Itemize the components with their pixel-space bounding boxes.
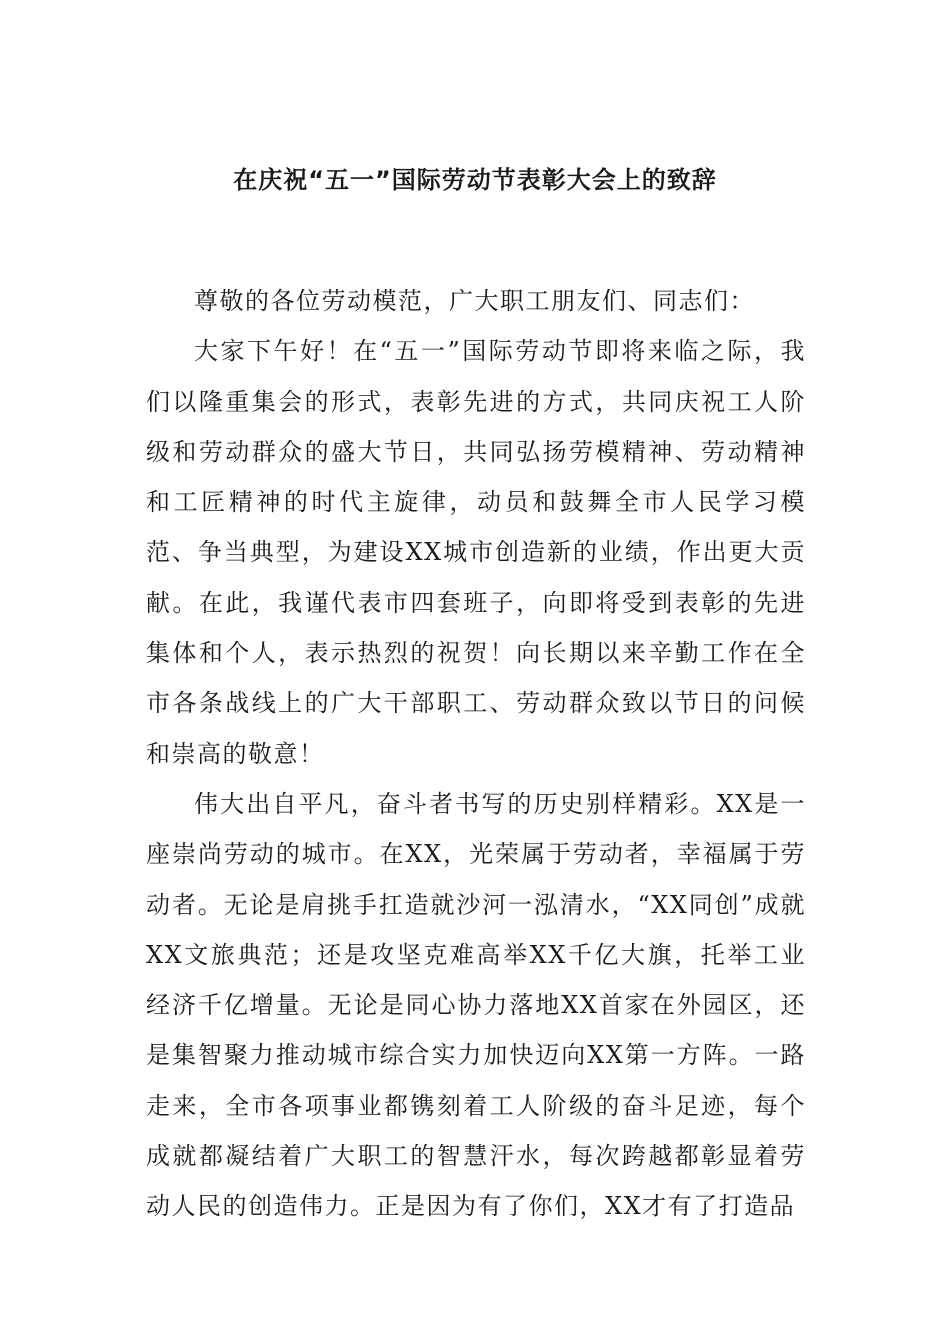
document-body xyxy=(146,276,806,1232)
salutation-paragraph: 尊敬的各位劳动模范，广大职工朋友们、同志们： xyxy=(194,287,755,315)
achievements-paragraph: 伟大出自平凡，奋斗者书写的历史别样精彩。XX是一座崇尚劳动的城市。在XX，光荣属于劳动者，幸福属于劳动者。无论是肩挑手扛造就沙河一泓清水，“XX同创”成就XX文旅典范；还是攻坚克难高举XX千亿大旗，托举工业经济千亿增量。无论是同心协力落地XX首家在外园区，还是集智聚力推动城市综合实力加快迈向XX第一方阵。一路走来，全市各项事业都镌刻着工人阶级的奋斗足迹，每个成就都凝结着广大职工的智慧汗水，每次跨越都彰显着劳动人民的创造伟力。正是因为有了你们，XX才有了打造品 xyxy=(146,789,806,1221)
document-title: 在庆祝“五一”国际劳动节表彰大会上的致辞 xyxy=(233,166,717,194)
greeting-paragraph: 大家下午好！在“五一”国际劳动节即将来临之际，我们以隆重集会的形式，表彰先进的方式，共同庆祝工人阶级和劳动群众的盛大节日，共同弘扬劳模精神、劳动精神和工匠精神的时代主旋律，动员和鼓舞全市人民学习模范、争当典型，为建设XX城市创造新的业绩，作出更大贡献。在此，我谨代表市四套班子，向即将受到表彰的先进集体和个人，表示热烈的祝贺！向长期以来辛勤工作在全市各条战线上的广大干部职工、劳动群众致以节日的问候和崇高的敬意！ xyxy=(146,337,806,768)
